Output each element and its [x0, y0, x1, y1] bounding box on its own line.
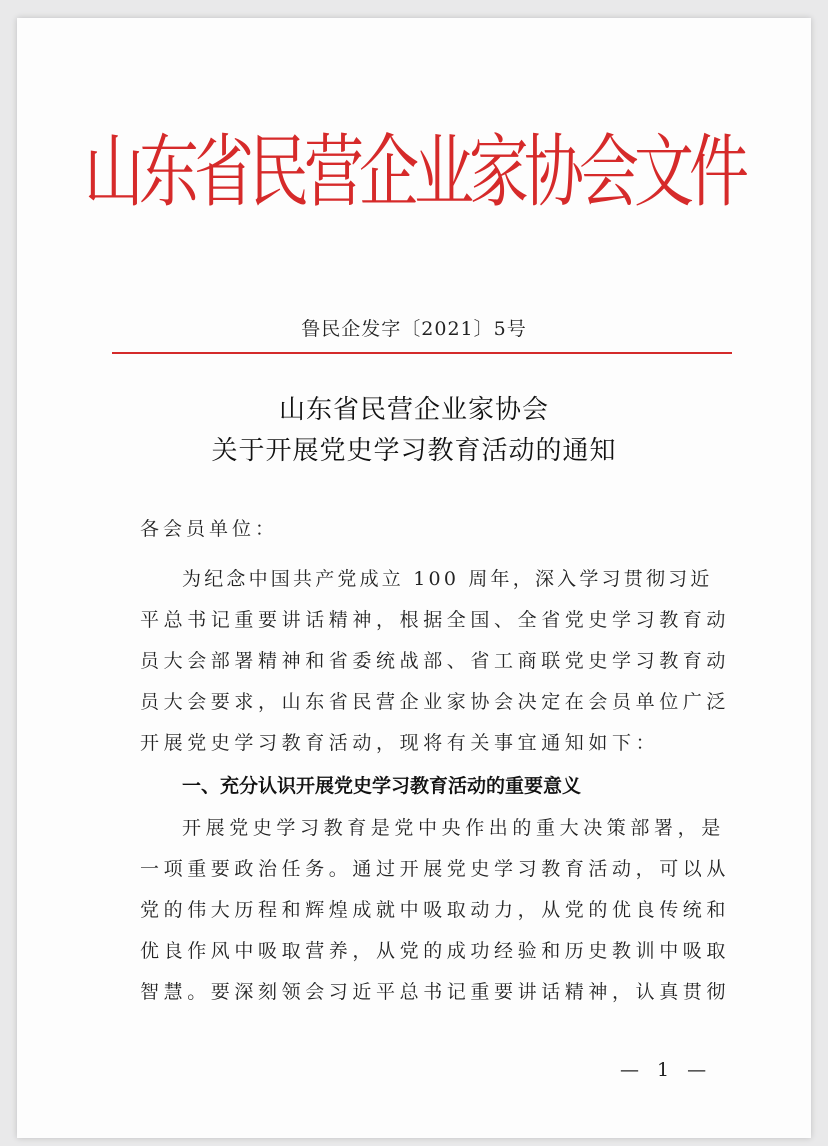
paragraph-line: 为纪念中国共产党成立 100 周年，深入学习贯彻习近: [182, 568, 713, 590]
notice-title-line-2: 关于开展党史学习教育活动的通知: [211, 436, 617, 466]
notice-title-line-1: 山东省民营企业家协会: [278, 395, 549, 425]
paragraph-line: 员大会要求，山东省民营企业家协会决定在会员单位广泛: [140, 691, 731, 713]
paragraph-line: 一项重要政治任务。通过开展党史学习教育活动，可以从: [140, 858, 731, 880]
paragraph-line: 平总书记重要讲话精神，根据全国、全省党史学习教育动: [140, 609, 731, 631]
paragraph-line: 党的伟大历程和辉煌成就中吸取动力，从党的优良传统和: [140, 899, 731, 921]
paragraph-line: 开展党史学习教育是党中央作出的重大决策部署，是: [182, 817, 725, 839]
paragraph-line: 优良作风中吸取营养，从党的成功经验和历史教训中吸取: [140, 940, 731, 962]
red-divider-line: [112, 352, 732, 354]
org-document-header: 山东省民营企业家协会文件: [84, 126, 744, 219]
document-number: 鲁民企发字〔2021〕5号: [301, 318, 527, 340]
page-number: — 1 —: [620, 1059, 713, 1081]
paragraph-line: 员大会部署精神和省委统战部、省工商联党史学习教育动: [140, 650, 731, 672]
section-heading: 一、充分认识开展党史学习教育活动的重要意义: [182, 775, 582, 797]
salutation: 各会员单位：: [140, 518, 279, 540]
paragraph-line: 开展党史学习教育活动，现将有关事宜通知如下：: [140, 732, 660, 754]
paragraph-line: 智慧。要深刻领会习近平总书记重要讲话精神，认真贯彻: [140, 981, 731, 1003]
